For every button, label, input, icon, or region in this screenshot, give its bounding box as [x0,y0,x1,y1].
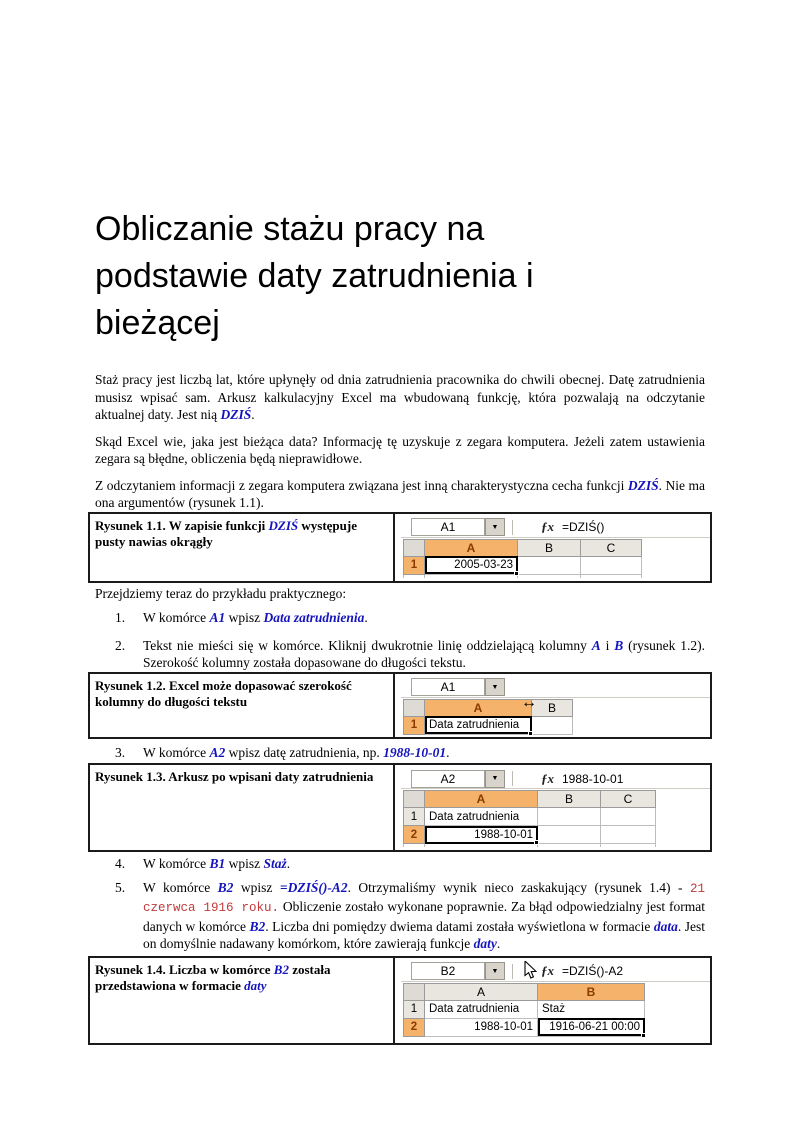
cell [518,574,581,578]
title-line: Obliczanie stażu pracy na [95,210,485,248]
intro-line: Przejdziemy teraz do przykładu praktycznego: [95,585,347,601]
mouse-pointer-icon [524,961,537,984]
cell [581,574,642,578]
text-segment: W komórce [143,856,210,871]
divider [512,964,513,979]
fx-icon: ƒx [541,519,554,534]
list-item-4 [115,855,705,873]
cell [425,844,538,848]
column-header: A [425,699,532,716]
caption-segment: została przedstawiona w formacie [95,961,331,993]
name-box-dropdown [485,678,505,696]
cell-ref: B2 [249,918,266,934]
row-header: 2 [404,826,425,844]
text-segment: . [364,610,368,625]
paragraph-2: Skąd Excel wie, jaka jest bieżąca data? Informację tę uzyskuje z zegara komputera. Jeżeli zatem ustawienia zegara są błędne, obliczenia będą nieprawidłowe. [95,433,705,466]
worksheet-grid [403,983,645,1037]
excel-screenshot [395,765,710,850]
dropdown-arrow-icon: ▼ [491,967,499,975]
cell [538,808,601,826]
cell [601,808,656,826]
caption-segment: Rysunek 1.4. Liczba w komórce [95,961,274,977]
name-box-dropdown [485,518,505,536]
row-header: 2 [404,1018,425,1036]
corner-header [404,699,425,716]
cell-name-box: A1 [411,678,485,696]
cell [425,574,518,578]
value-ref: 1988-10-01 [383,744,447,760]
column-header: A [425,539,518,556]
list-item-5 [115,879,705,953]
text-segment: . [446,744,450,760]
column-header: A [425,983,538,1000]
paragraph-1 [95,371,705,424]
cell-ref: B1 [209,856,226,871]
fill-handle [534,840,539,845]
text-segment: wpisz [225,610,264,625]
list-item-text [143,744,705,762]
dropdown-arrow-icon: ▼ [491,775,499,782]
list-item-text [143,637,705,672]
cell-value: Data zatrudnienia [429,719,520,731]
worksheet-grid [403,790,656,848]
figure-1-2 [88,672,712,739]
text-segment: . [286,856,291,871]
cell-ref: A1 [209,610,226,625]
cell: Data zatrudnienia [425,1000,538,1018]
paragraph-3 [95,477,705,512]
cell-name-box: A2 [411,770,485,788]
caption-segment: Rysunek 1.2. Excel może dopasować szerokość kolumny do długości tekstu [95,677,352,709]
figure-caption [90,514,395,581]
text-segment: W komórce [143,744,210,760]
list-item-number: 2. [115,637,126,653]
function-name-ref: DZIŚ [268,517,299,533]
formula-text: =DZIŚ()-A2 [562,964,624,978]
cell: Staż [538,1000,645,1018]
cell [601,844,656,848]
figure-caption [90,958,395,1043]
list-item-number: 4. [115,856,126,871]
cell-name-box: B2 [411,962,485,980]
fill-handle [641,1033,646,1038]
corner-header [404,983,425,1000]
row-header: 1 [404,716,425,734]
result-warning-text: 21 czerwca 1916 roku. [143,881,705,915]
column-header: B [532,699,573,716]
cell-ref: B2 [217,879,234,895]
column-ref: A [591,637,601,653]
cell [601,826,656,844]
cell-value: 2005-03-23 [454,559,513,571]
column-header: C [581,539,642,556]
text-segment: . Jest on domyślnie nadawany komórkom, które zawierają funkcje [143,918,706,951]
selected-cell [425,556,518,574]
text-segment: . Otrzymaliśmy wynik nieco zaskakujący (rysunek 1.4) - [347,879,690,895]
column-header: C [601,791,656,808]
formula-bar [401,518,710,538]
column-header: B [538,983,645,1000]
formula-ref: =DZIŚ()-A2 [279,879,348,895]
cell [404,844,425,848]
cell-value: 1916-06-21 00:00 [549,1021,640,1033]
function-name-ref: DZIŚ [627,477,659,493]
cell-name-box: A1 [411,518,485,536]
formula-bar [401,769,710,789]
row-header: 1 [404,1000,425,1018]
formula-text: =DZIŚ() [562,520,605,534]
column-header: B [538,791,601,808]
list-item-number: 5. [115,879,126,895]
text-segment: wpisz [225,856,264,871]
formula-bar [401,678,710,698]
cell [538,844,601,848]
corner-header [404,791,425,808]
name-box-dropdown [485,770,505,788]
column-header: A [425,791,538,808]
text-segment: . Liczba dni pomiędzy dwiema datami została wyświetlona w formacie [265,918,654,934]
text-segment: . [251,407,255,422]
excel-screenshot [395,514,710,581]
dropdown-arrow-icon: ▼ [491,523,499,531]
column-ref: B [614,637,624,653]
list-item-text [143,855,705,873]
cell-ref: B2 [273,961,289,977]
list-item-2 [115,637,705,672]
column-header: B [518,539,581,556]
figure-1-1 [88,512,712,583]
list-item-text [143,879,705,953]
excel-screenshot [395,674,710,737]
figure-1-4 [88,956,712,1045]
title-line: podstawie daty zatrudnienia i [95,257,534,295]
list-item-number: 1. [115,610,126,625]
caption-segment: Rysunek 1.3. Arkusz po wpisani daty zatrudnienia [95,769,374,784]
text-segment: Z odczytaniem informacji z zegara komputera związana jest inną charakterystyczna cecha funkcji [95,477,628,493]
fx-icon: ƒx [541,963,554,978]
text-segment: . [496,936,501,951]
list-item-text [143,609,705,627]
format-ref: daty [473,936,497,951]
function-name-ref: DZIŚ [220,407,252,422]
formula-text: 1988-10-01 [562,771,624,786]
list-item-3 [115,744,705,762]
divider [512,771,513,786]
figure-1-3 [88,763,712,852]
cell [518,556,581,574]
selected-cell [425,716,532,734]
caption-segment: występuje pusty nawias okrągły [95,517,357,549]
name-box-dropdown [485,962,505,980]
caption-segment: Rysunek 1.1. W zapisie funkcji [95,517,269,533]
figure-caption [90,674,395,737]
cell: 1988-10-01 [425,1018,538,1036]
text-segment: (rysunek 1.2). Szerokość kolumny została dopasowane do długości tekstu. [143,637,705,670]
value-ref: Data zatrudnienia [263,610,365,625]
text-segment: i [600,637,615,653]
cell [532,716,573,734]
page-title [95,206,712,347]
text-segment: Staż pracy jest liczbą lat, które upłynęły od dnia zatrudnienia pracownika do chwili obecnej. Datę zatrudnienia musisz wpisać sam. Arkusz kalkulacyjny Excel ma wbudowaną funkcję, która pozwalają na odczytanie aktualnej daty. Jest nią [95,372,705,422]
row-header: 1 [404,556,425,574]
cell [581,556,642,574]
text-segment: wpisz [233,879,280,895]
corner-header [404,539,425,556]
row-header: 1 [404,808,425,826]
text-segment: W komórce [143,879,218,895]
cell-ref: A2 [209,744,226,760]
format-ref: daty [244,978,267,993]
list-item-number: 3. [115,744,126,760]
cell [404,574,425,578]
fill-handle [528,731,533,736]
cell [538,826,601,844]
value-ref: Staż [263,856,287,871]
excel-screenshot [395,958,710,1043]
worksheet-grid [403,539,642,579]
format-ref: data [653,918,678,934]
title-line: bieżącej [95,304,220,342]
figure-caption [90,765,395,850]
text-segment: Tekst nie mieści się w komórce. Kliknij dwukrotnie linię oddzielającą kolumny [143,637,592,653]
page-content [88,0,712,1045]
selected-cell [425,826,538,844]
text-segment: wpisz datę zatrudnienia, np. [225,744,384,760]
cell: Data zatrudnienia [425,808,538,826]
worksheet-grid [403,699,573,735]
selected-cell [538,1018,645,1036]
dropdown-arrow-icon: ▼ [491,683,499,691]
formula-bar [401,962,710,982]
text-segment: Obliczenie zostało wykonane poprawnie. Za błąd odpowiedzialny jest format danych w komórce [143,899,705,934]
column-resize-cursor-icon: ↔ [521,693,537,711]
list-item-1 [115,609,705,627]
text-segment: W komórce [143,610,210,625]
cell-value: 1988-10-01 [474,828,533,841]
fx-icon: ƒx [541,770,554,786]
divider [512,520,513,535]
fill-handle [514,571,519,576]
text-segment: . Nie ma ona argumentów (rysunek 1.1). [95,477,705,510]
